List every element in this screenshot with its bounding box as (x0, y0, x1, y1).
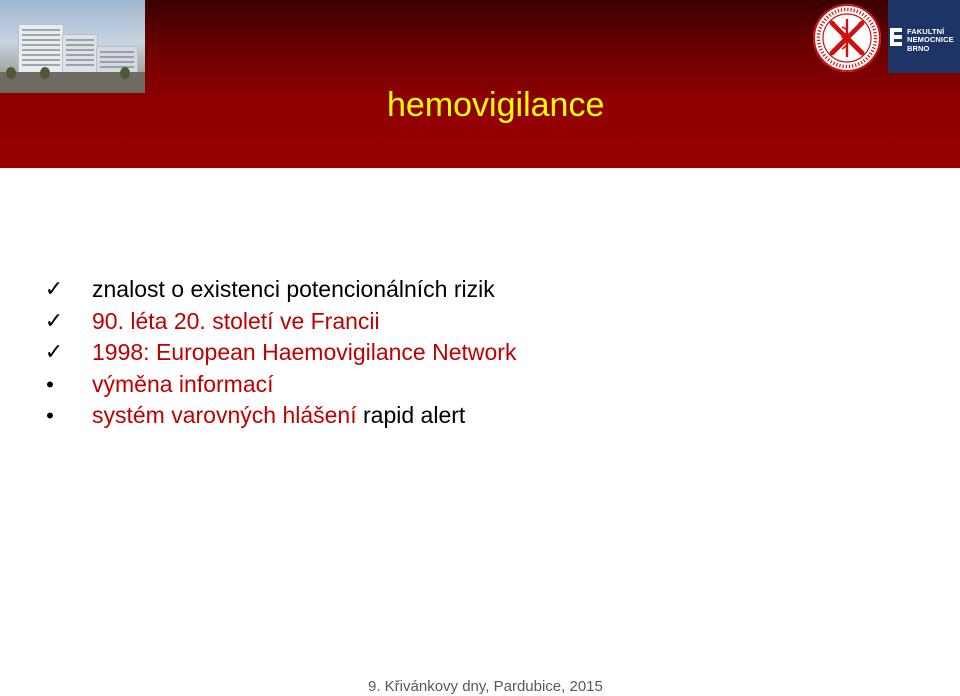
footer-text: 9. Křivánkovy dny, Pardubice, 2015 (368, 678, 603, 695)
bullet-text (92, 400, 465, 432)
bullet-text (92, 369, 274, 401)
bullet-text-part: rapid alert (356, 402, 466, 428)
fn-mark-icon (890, 28, 902, 46)
bullet-text-part: znalost o existenci potencionálních rizik (92, 276, 495, 302)
university-seal-icon (812, 3, 882, 73)
title-banner (0, 0, 960, 168)
fn-brno-logo (888, 0, 960, 73)
checkmark-icon: ✓ (44, 277, 64, 302)
bullet-text-part: 90. léta 20. století ve Francii (92, 307, 380, 334)
checkmark-icon: ✓ (44, 340, 64, 365)
bullet-text-part: systém varovných hlášení (92, 402, 357, 428)
bullet-text (92, 274, 495, 306)
bullet-text (92, 306, 380, 338)
bullet-text (92, 337, 516, 369)
bullet-dot-icon: • (46, 371, 54, 397)
bullet-dot-icon: • (46, 403, 54, 428)
hospital-building-photo (0, 0, 145, 93)
fn-logo-text: FAKULTNÍ NEMOCNICE BRNO (907, 27, 954, 53)
bullet-text-part: výměna informací (92, 370, 274, 397)
slide-title: hemovigilance (387, 86, 605, 124)
bullet-text-part: 1998: European Haemovigilance Network (92, 339, 517, 365)
checkmark-icon: ✓ (44, 308, 64, 334)
